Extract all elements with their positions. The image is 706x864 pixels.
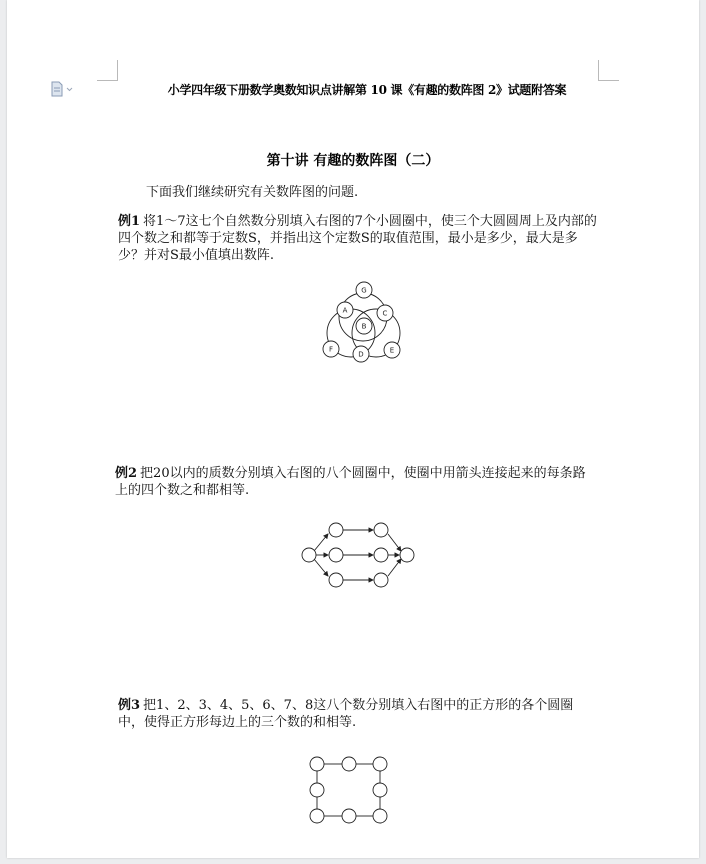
- network-node-bottom-left: [329, 573, 343, 587]
- figure-arrow-network: [299, 520, 421, 590]
- node-b-label: B: [361, 322, 367, 331]
- network-node-top-left: [329, 523, 343, 537]
- node-a-label: A: [342, 306, 348, 315]
- square-node-top-mid: [342, 757, 356, 771]
- margin-corner-top-right: [598, 60, 619, 81]
- example-1-label: 例1: [118, 214, 141, 229]
- node-d-label: D: [358, 350, 364, 359]
- node-f-label: F: [328, 345, 334, 354]
- lesson-title: 第十讲 有趣的数阵图（二）: [266, 153, 440, 169]
- example-2: [115, 465, 595, 499]
- square-node-right-mid: [373, 783, 387, 797]
- node-g-label: G: [361, 286, 367, 295]
- chevron-down-icon: [67, 88, 72, 91]
- lesson-intro: 下面我们继续研究有关数阵图的问题.: [146, 185, 359, 200]
- node-e-label: E: [389, 346, 395, 355]
- example-2-text: 把20以内的质数分别填入右图的八个圆圈中，使圈中用箭头连接起来的每条路上的四个数之和都相等.: [115, 466, 586, 498]
- document-header-title: 小学四年级下册数学奥数知识点讲解第 10 课《有趣的数阵图 2》试题附答案: [167, 83, 567, 97]
- example-3-label: 例3: [118, 698, 141, 713]
- square-node-top-right: [373, 757, 387, 771]
- document-icon[interactable]: [51, 81, 81, 97]
- network-node-bottom-right: [374, 573, 388, 587]
- document-page: [7, 0, 699, 858]
- square-node-bottom-mid: [342, 809, 356, 823]
- example-2-label: 例2: [115, 466, 138, 481]
- network-node-start: [302, 548, 316, 562]
- node-c-label: C: [382, 309, 388, 318]
- example-3-text: 把1、2、3、4、5、6、7、8这八个数分别填入右图中的正方形的各个圆圈中，使得正方形每边上的三个数的和相等.: [118, 698, 574, 730]
- square-node-top-left: [310, 757, 324, 771]
- margin-corner-top-left: [97, 60, 118, 81]
- network-node-mid-left: [329, 548, 343, 562]
- example-1: [118, 213, 598, 264]
- figure-square-circles: [308, 755, 400, 825]
- network-node-mid-right: [374, 548, 388, 562]
- network-node-end: [400, 548, 414, 562]
- square-node-left-mid: [310, 783, 324, 797]
- figure-three-circles: [320, 281, 412, 363]
- example-1-text: 将1～7这七个自然数分别填入右图的7个小圆圈中，使三个大圆圆周上及内部的四个数之和都等于定数S，并指出这个定数S的取值范围，最小是多少，最大是多少？并对S最小值填出数阵.: [118, 214, 597, 263]
- example-3: [118, 697, 598, 731]
- square-node-bottom-left: [310, 809, 324, 823]
- square-node-bottom-right: [373, 809, 387, 823]
- network-node-top-right: [374, 523, 388, 537]
